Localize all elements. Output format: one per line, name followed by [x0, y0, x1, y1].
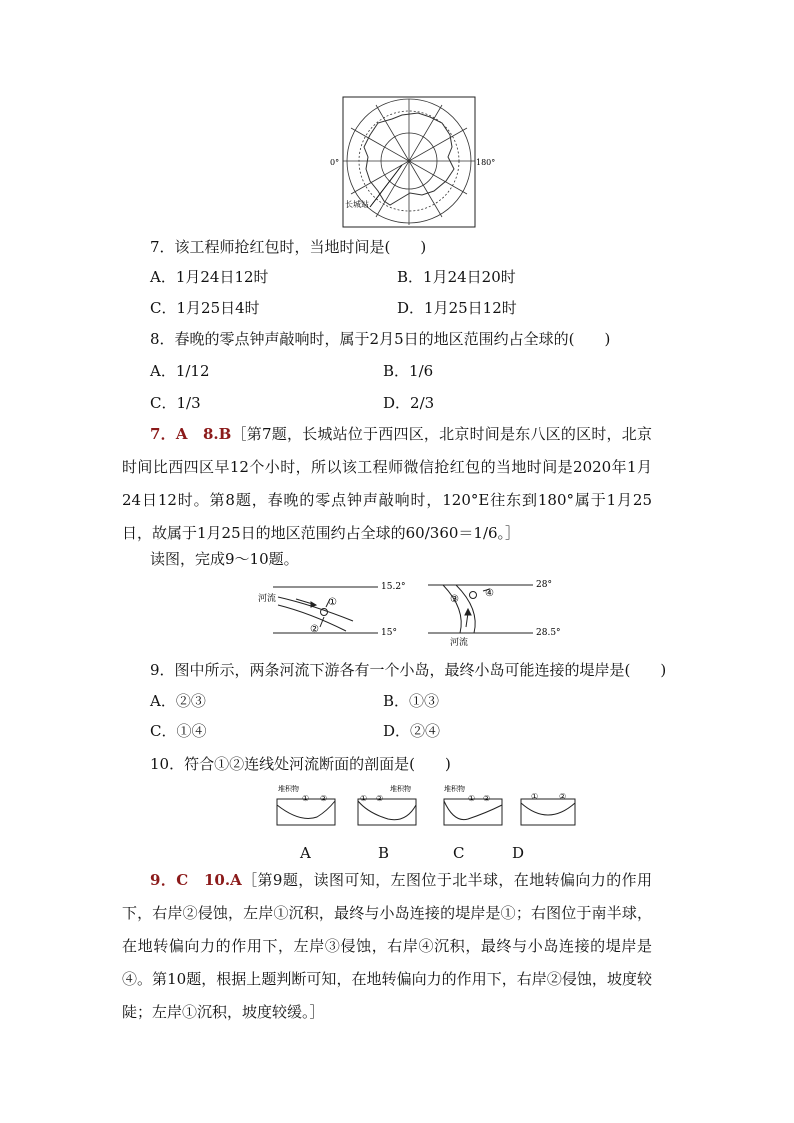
answer-key-9-10: 9．C 10.A [150, 871, 242, 889]
map-label-180: 180° [476, 158, 496, 167]
q7-option-a: A．1月24日12时 [150, 268, 269, 286]
section-d-m2: ② [559, 792, 567, 801]
station-label: 长城站 [345, 200, 369, 209]
q8-option-a: A．1/12 [150, 362, 210, 380]
intro-9-10: 读图，完成9～10题。 [150, 550, 299, 568]
answer-key-7-8: 7．A 8.B [150, 425, 232, 443]
sediment-label-b: 堆积物 [390, 785, 411, 793]
antarctic-polar-map [330, 95, 496, 230]
section-a-m1: ① [302, 794, 310, 803]
sediment-label-c: 堆积物 [444, 785, 465, 793]
right-river-label: 河流 [450, 638, 469, 648]
section-c-m1: ① [468, 794, 476, 803]
q9-option-c: C．①④ [150, 722, 207, 740]
right-top-lat: 28° [536, 580, 552, 590]
answer-block-9-10 [122, 864, 652, 1029]
question-7-stem: 7．该工程师抢红包时，当地时间是( ) [150, 238, 427, 256]
section-a-m2: ② [320, 794, 328, 803]
q7-option-c: C．1月25日4时 [150, 299, 260, 317]
q8-option-b: B．1/6 [383, 362, 434, 380]
left-river-label: 河流 [258, 594, 277, 604]
section-b-m1: ① [360, 794, 368, 803]
question-10-stem: 10．符合①②连线处河流断面的剖面是( ) [150, 755, 451, 773]
q7-option-b: B．1月24日20时 [397, 268, 516, 286]
left-bottom-lat: 15° [381, 628, 397, 638]
marker-4: ④ [485, 588, 494, 599]
q9-option-b: B．①③ [383, 692, 440, 710]
river-diagrams [258, 575, 568, 648]
left-top-lat: 15.2° [381, 582, 406, 592]
cross-section-diagrams [272, 783, 582, 833]
question-9-stem: 9．图中所示，两条河流下游各有一个小岛，最终小岛可能连接的堤岸是( ) [150, 661, 667, 679]
sediment-label-a: 堆积物 [278, 785, 299, 793]
marker-2: ② [310, 624, 319, 635]
section-d-m1: ① [531, 792, 539, 801]
q9-option-a: A．②③ [150, 692, 206, 710]
answer-text-7-8: ［第7题，长城站位于西四区，北京时间是东八区的区时，北京时间比西四区早12个小时，所以该工程师微信抢红包的当地时间是2020年1月24日12时。第8题，春晚的零点钟声敲响时，120°E往东到180°属于1月25日，故属于1月25日的地区范围约占全球的60/360＝1/6。］ [122, 425, 652, 542]
q8-option-c: C．1/3 [150, 394, 201, 412]
answer-text-9-10: ［第9题，读图可知，左图位于北半球，在地转偏向力的作用下，右岸②侵蚀，左岸①沉积，最终与小岛连接的堤岸是①；右图位于南半球，在地转偏向力的作用下，左岸③侵蚀，右岸④沉积，最终与小岛连接的堤岸是④。第10题，根据上题判断可知，在地转偏向力的作用下，右岸②侵蚀，坡度较陡；左岸①沉积，坡度较缓。］ [122, 871, 652, 1021]
q7-option-d: D．1月25日12时 [397, 299, 517, 317]
q9-option-d: D．②④ [383, 722, 441, 740]
right-bottom-lat: 28.5° [536, 628, 561, 638]
section-label-b: B [378, 844, 390, 862]
marker-1: ① [328, 597, 337, 608]
q8-option-d: D．2/3 [383, 394, 435, 412]
section-label-d: D [512, 844, 525, 862]
map-label-0: 0° [330, 158, 340, 167]
marker-3: ③ [450, 594, 459, 605]
question-8-stem: 8．春晚的零点钟声敲响时，属于2月5日的地区范围约占全球的( ) [150, 330, 611, 348]
section-label-a: A [300, 844, 311, 862]
section-c-m2: ② [483, 794, 491, 803]
section-label-c: C [453, 844, 465, 862]
answer-block-7-8 [122, 418, 652, 550]
section-b-m2: ② [376, 794, 384, 803]
